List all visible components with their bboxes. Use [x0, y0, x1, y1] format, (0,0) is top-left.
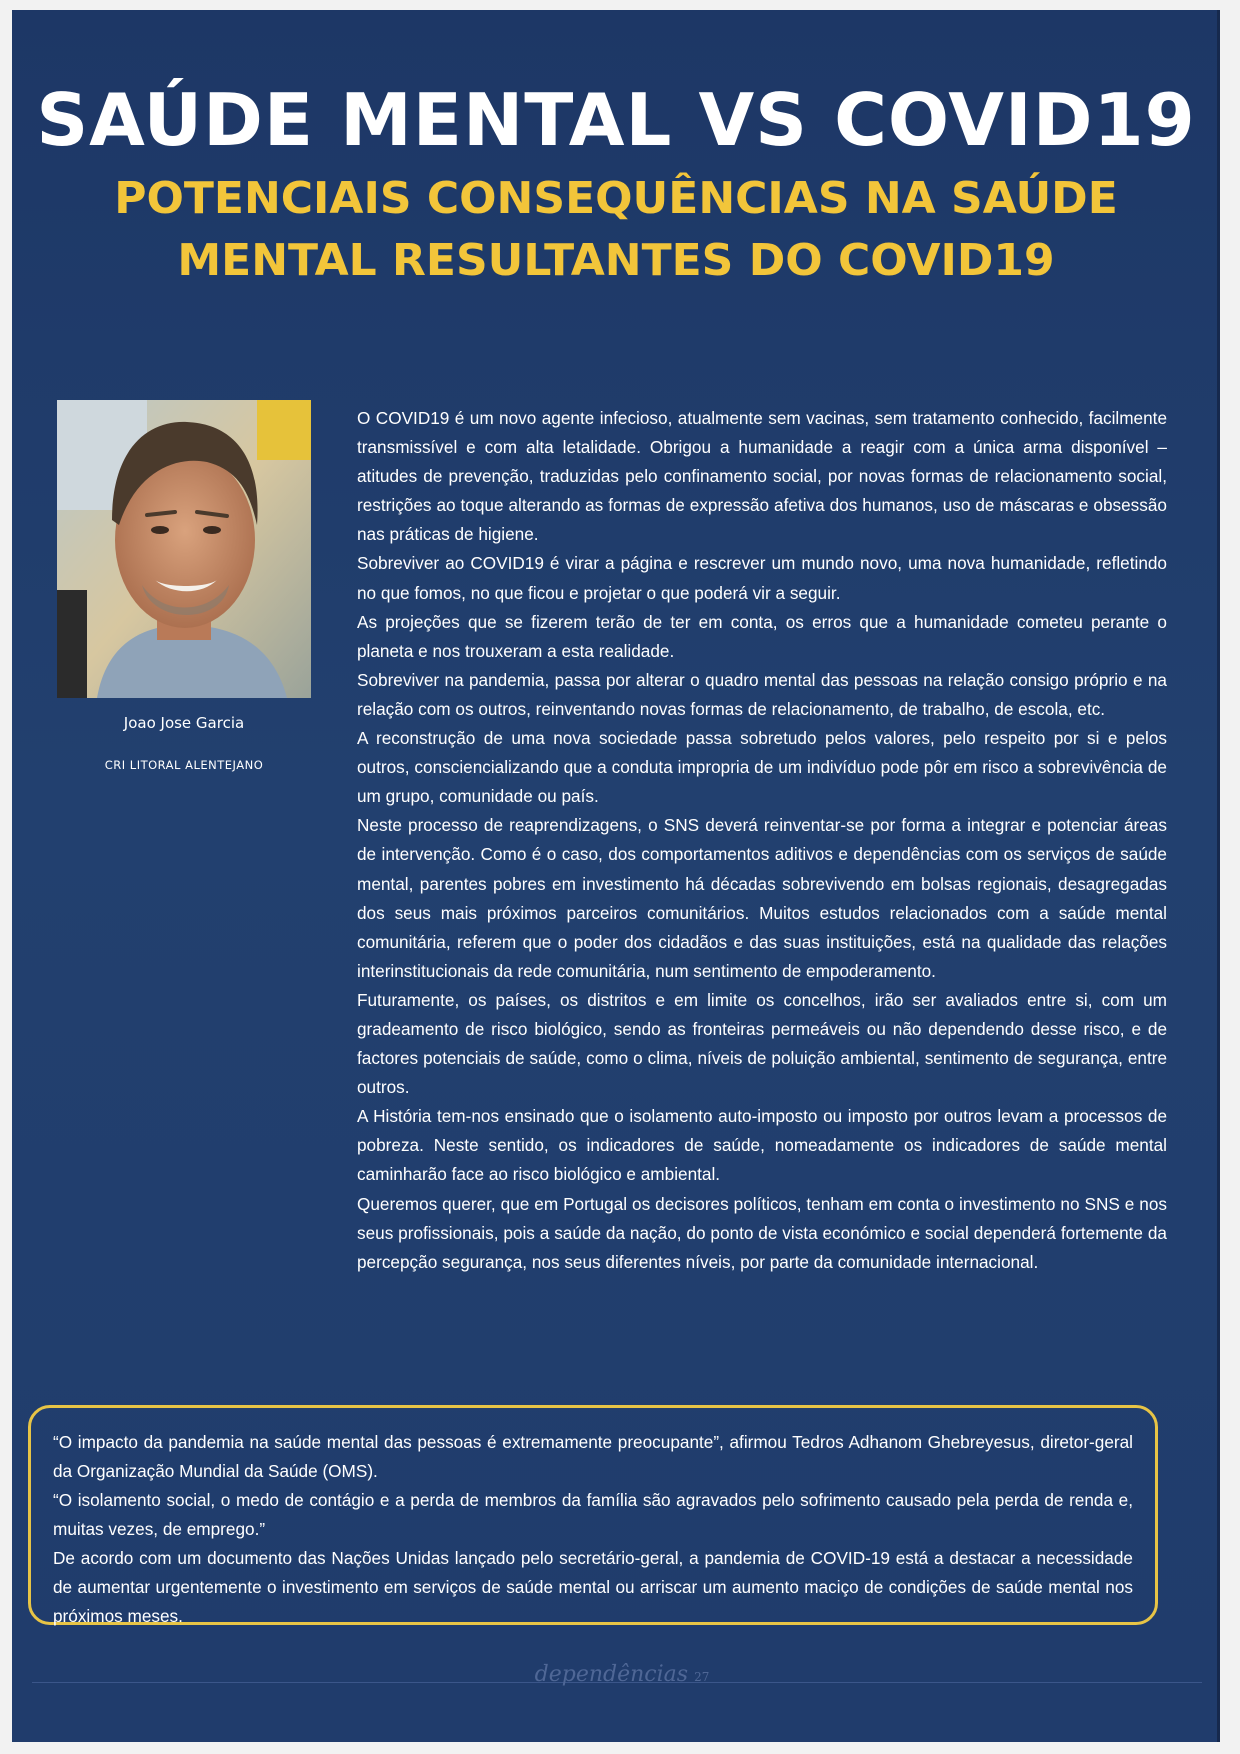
- page-number: 27: [694, 1670, 710, 1684]
- article-paragraph: As projeções que se fizerem terão de ter em conta, os erros que a humanidade cometeu perante o planeta e nos trouxeram a esta realidade.: [357, 611, 1167, 661]
- author-photo: [57, 400, 311, 698]
- footer: [512, 1662, 732, 1687]
- quote-box: [28, 1405, 1158, 1625]
- page-subtitle: POTENCIAIS CONSEQUÊNCIAS NA SAÚDE MENTAL RESULTANTES DO COVID19: [114, 173, 1118, 286]
- author-portrait-image: [57, 400, 311, 698]
- article-body: [357, 404, 1167, 1277]
- article-paragraph: A reconstrução de uma nova sociedade passa sobretudo pelos valores, pelo respeito por si e pelos outros, consciencializando que a conduta impropria de um indivíduo pode pôr em risco a sobrevivência de um grupo, comunidade ou país.: [357, 728, 1167, 807]
- article-paragraph: Sobreviver na pandemia, passa por alterar o quadro mental das pessoas na relação consigo próprio e na relação com os outros, reinventando novas formas de relacionamento, de trabalho, de escola, etc.: [357, 669, 1167, 719]
- article-paragraph: Futuramente, os países, os distritos e em limite os concelhos, irão ser avaliados entre si, com um gradeamento de risco biológico, sendo as fronteiras permeáveis ou não dependendo desse risco, e de factores potenciais de saúde, como o clima, níveis de poluição ambiental, sentimento de segurança, entre outros.: [357, 989, 1167, 1098]
- author-name: Joao Jose Garcia: [123, 714, 245, 732]
- article-paragraph: Sobreviver ao COVID19 é virar a página e rescrever um mundo novo, uma nova humanidade, refletindo no que fomos, no que ficou e projetar o que poderá vir a seguir.: [357, 553, 1167, 603]
- page-edge: [1217, 10, 1220, 1742]
- quote-paragraph: De acordo com um documento das Nações Unidas lançado pelo secretário-geral, a pandemia de COVID-19 está a destacar a necessidade de aumentar urgentemente o investimento em serviços de saúde mental ou arriscar um aumento maciço de condições de saúde mental nos próximos meses.: [53, 1548, 1133, 1626]
- article-paragraph: Queremos querer, que em Portugal os decisores políticos, tenham em conta o investimento no SNS e nos seus profissionais, pois a saúde da nação, do ponto de vista económico e social dependerá fortemente da percepção segurança, nos seus diferentes níveis, por parte da comunidade internacional.: [357, 1193, 1167, 1272]
- article-paragraph: Neste processo de reaprendizagens, o SNS deverá reinventar-se por forma a integrar e potenciar áreas de intervenção. Como é o caso, dos comportamentos aditivos e dependências com os serviços de saúde mental, parentes pobres em investimento há décadas sobrevivendo em bolsas regionais, desagregadas dos seus mais próximos parceiros comunitários. Muitos estudos relacionados com a saúde mental comunitária, referem que o poder dos cidadãos e das suas instituições, está na qualidade das relações interinstitucionais da rede comunitária, num sentimento de empoderamento.: [357, 815, 1167, 981]
- magazine-page: [12, 10, 1220, 1742]
- quote-paragraph: “O impacto da pandemia na saúde mental das pessoas é extremamente preocupante”, afirmou Tedros Adhanom Ghebreyesus, diretor-geral da Organização Mundial da Saúde (OMS).: [53, 1432, 1133, 1481]
- magazine-logo: dependências: [534, 1662, 689, 1687]
- article-paragraph: O COVID19 é um novo agente infecioso, atualmente sem vacinas, sem tratamento conhecido, facilmente transmissível e com alta letalidade. Obrigou a humanidade a reagir com a única arma disponível – atitudes de prevenção, traduzidas pelo confinamento social, por novas formas de relacionamento social, restrições ao toque alterando as formas de expressão afetiva dos humanos, uso de máscaras e obsessão nas práticas de higiene.: [357, 408, 1167, 545]
- page-title: SAÚDE MENTAL VS COVID19: [36, 78, 1196, 162]
- author-organization: CRI LITORAL ALENTEJANO: [104, 758, 264, 772]
- quote-paragraph: “O isolamento social, o medo de contágio e a perda de membros da família são agravados pelo sofrimento causado pela perda de renda e, muitas vezes, de emprego.”: [53, 1490, 1133, 1539]
- article-paragraph: A História tem-nos ensinado que o isolamento auto-imposto ou imposto por outros levam a processos de pobreza. Neste sentido, os indicadores de saúde, nomeadamente os indicadores de saúde mental caminharão face ao risco biológico e ambiental.: [357, 1106, 1167, 1185]
